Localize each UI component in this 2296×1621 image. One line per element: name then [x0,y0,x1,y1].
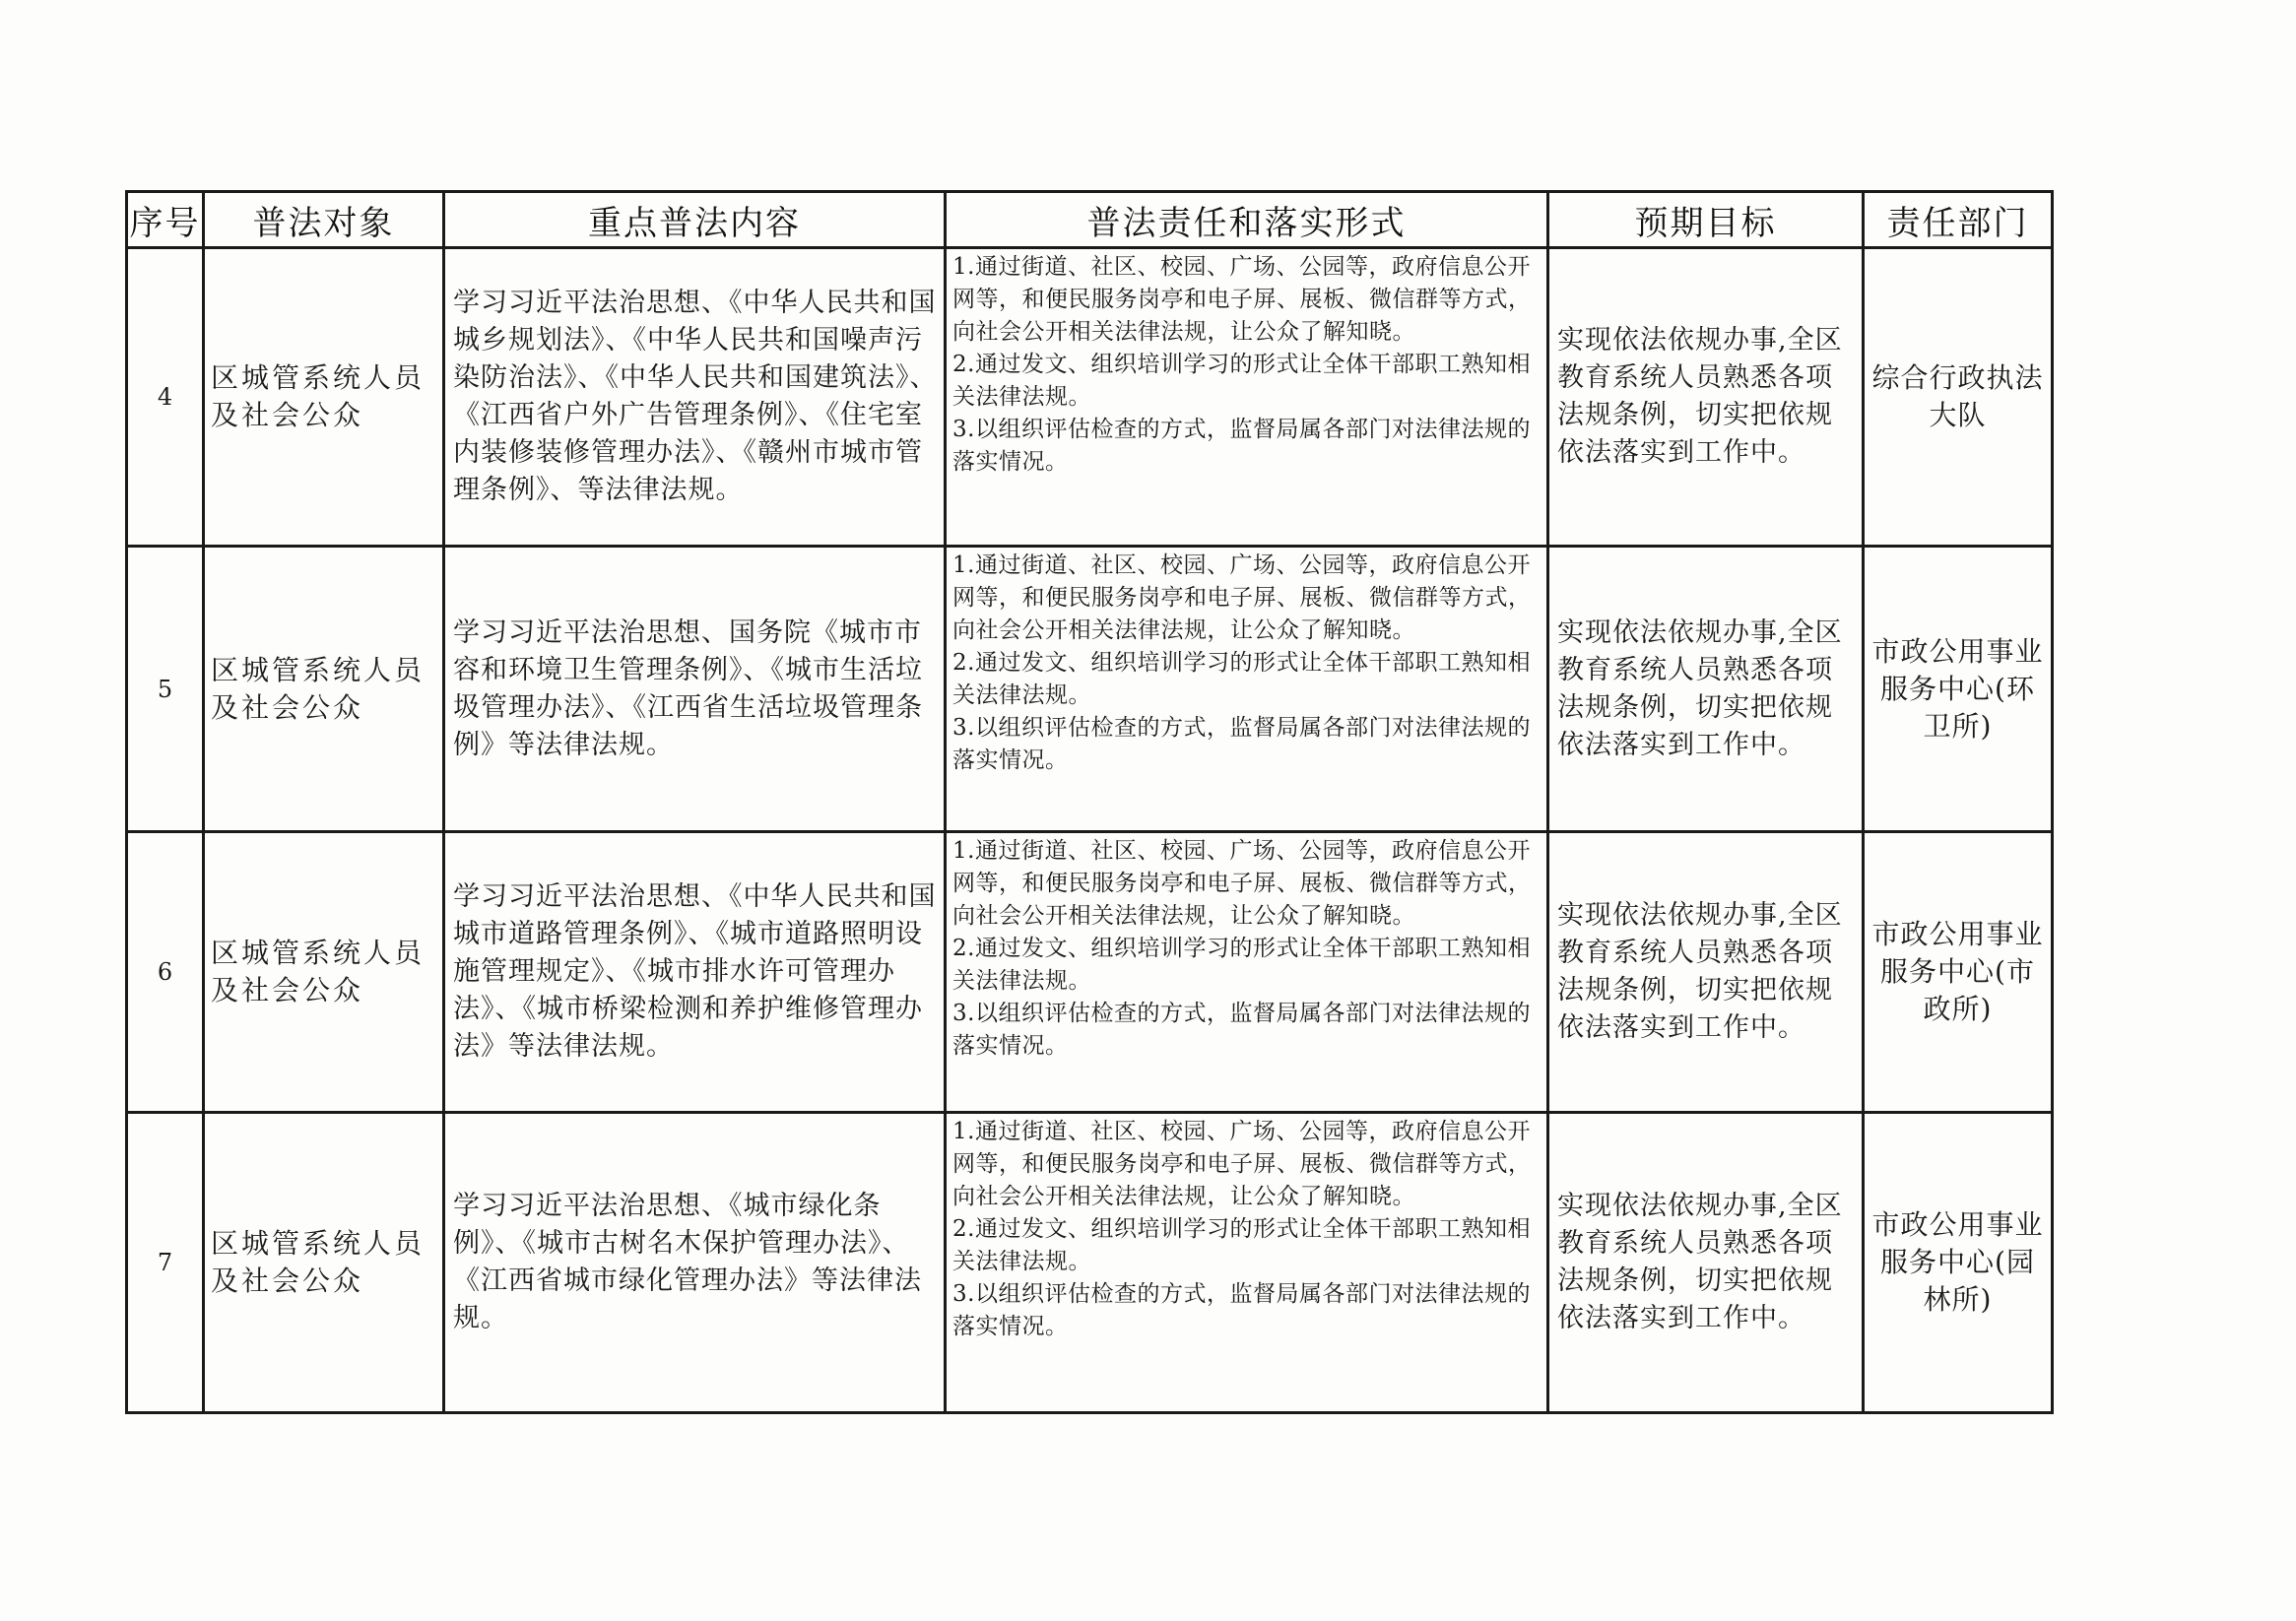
row-target: 区城管系统人员及社会公众 [204,248,444,547]
row-form [946,248,1548,547]
row-form [946,832,1548,1113]
row-index: 4 [127,248,204,547]
table-row [127,832,2053,1113]
row-content: 学习习近平法治思想、《城市绿化条例》、《城市古树名木保护管理办法》、《江西省城市绿化管理办法》等法律法规。 [444,1113,946,1413]
row-index: 5 [127,547,204,832]
row-goal: 实现依法依规办事,全区教育系统人员熟悉各项法规条例，切实把依规依法落实到工作中。 [1548,1113,1864,1413]
header-index: 序号 [127,192,204,248]
row-goal: 实现依法依规办事,全区教育系统人员熟悉各项法规条例，切实把依规依法落实到工作中。 [1548,832,1864,1113]
form-step-3: 3.以组织评估检查的方式，监督局属各部门对法律法规的落实情况。 [952,715,1531,773]
table-row [127,248,2053,547]
row-target: 区城管系统人员及社会公众 [204,1113,444,1413]
row-dept: 市政公用事业服务中心(市政所) [1864,832,2053,1113]
row-index: 6 [127,832,204,1113]
row-content: 学习习近平法治思想、《中华人民共和国城市道路管理条例》、《城市道路照明设施管理规定》、《城市排水许可管理办法》、《城市桥梁检测和养护维修管理办法》等法律法规。 [444,832,946,1113]
row-form [946,1113,1548,1413]
row-content: 学习习近平法治思想、《中华人民共和国城乡规划法》、《中华人民共和国噪声污染防治法》、《中华人民共和国建筑法》、《江西省户外广告管理条例》、《住宅室内装修装修管理办法》、《赣州市城市管理条例》、等法律法规。 [444,248,946,547]
row-form [946,547,1548,832]
form-step-2: 2.通过发文、组织培训学习的形式让全体干部职工熟知相关法律法规。 [952,1216,1531,1274]
table-row [127,547,2053,832]
form-step-2: 2.通过发文、组织培训学习的形式让全体干部职工熟知相关法律法规。 [952,352,1531,410]
table-header-row [127,192,2053,248]
header-goal: 预期目标 [1548,192,1864,248]
header-target: 普法对象 [204,192,444,248]
header-form: 普法责任和落实形式 [946,192,1548,248]
law-publicity-table [125,190,2054,1414]
form-step-2: 2.通过发文、组织培训学习的形式让全体干部职工熟知相关法律法规。 [952,936,1531,994]
header-content: 重点普法内容 [444,192,946,248]
row-target: 区城管系统人员及社会公众 [204,832,444,1113]
row-dept: 市政公用事业服务中心(环卫所) [1864,547,2053,832]
row-content: 学习习近平法治思想、国务院《城市市容和环境卫生管理条例》、《城市生活垃圾管理办法》、《江西省生活垃圾管理条例》等法律法规。 [444,547,946,832]
form-step-2: 2.通过发文、组织培训学习的形式让全体干部职工熟知相关法律法规。 [952,650,1531,708]
form-step-3: 3.以组织评估检查的方式，监督局属各部门对法律法规的落实情况。 [952,1281,1531,1339]
row-target: 区城管系统人员及社会公众 [204,547,444,832]
form-step-3: 3.以组织评估检查的方式，监督局属各部门对法律法规的落实情况。 [952,417,1531,475]
row-goal: 实现依法依规办事,全区教育系统人员熟悉各项法规条例，切实把依规依法落实到工作中。 [1548,248,1864,547]
header-dept: 责任部门 [1864,192,2053,248]
row-index: 7 [127,1113,204,1413]
form-step-1: 1.通过街道、社区、校园、广场、公园等，政府信息公开网等，和便民服务岗亭和电子屏、展板、微信群等方式，向社会公开相关法律法规，让公众了解知晓。 [952,838,1532,929]
form-step-1: 1.通过街道、社区、校园、广场、公园等，政府信息公开网等，和便民服务岗亭和电子屏、展板、微信群等方式，向社会公开相关法律法规，让公众了解知晓。 [952,1119,1532,1209]
row-goal: 实现依法依规办事,全区教育系统人员熟悉各项法规条例，切实把依规依法落实到工作中。 [1548,547,1864,832]
form-step-1: 1.通过街道、社区、校园、广场、公园等，政府信息公开网等，和便民服务岗亭和电子屏、展板、微信群等方式，向社会公开相关法律法规，让公众了解知晓。 [952,552,1532,643]
row-dept: 市政公用事业服务中心(园林所) [1864,1113,2053,1413]
row-dept: 综合行政执法大队 [1864,248,2053,547]
form-step-1: 1.通过街道、社区、校园、广场、公园等，政府信息公开网等，和便民服务岗亭和电子屏、展板、微信群等方式，向社会公开相关法律法规，让公众了解知晓。 [952,254,1532,345]
form-step-3: 3.以组织评估检查的方式，监督局属各部门对法律法规的落实情况。 [952,1001,1531,1059]
table-row [127,1113,2053,1413]
